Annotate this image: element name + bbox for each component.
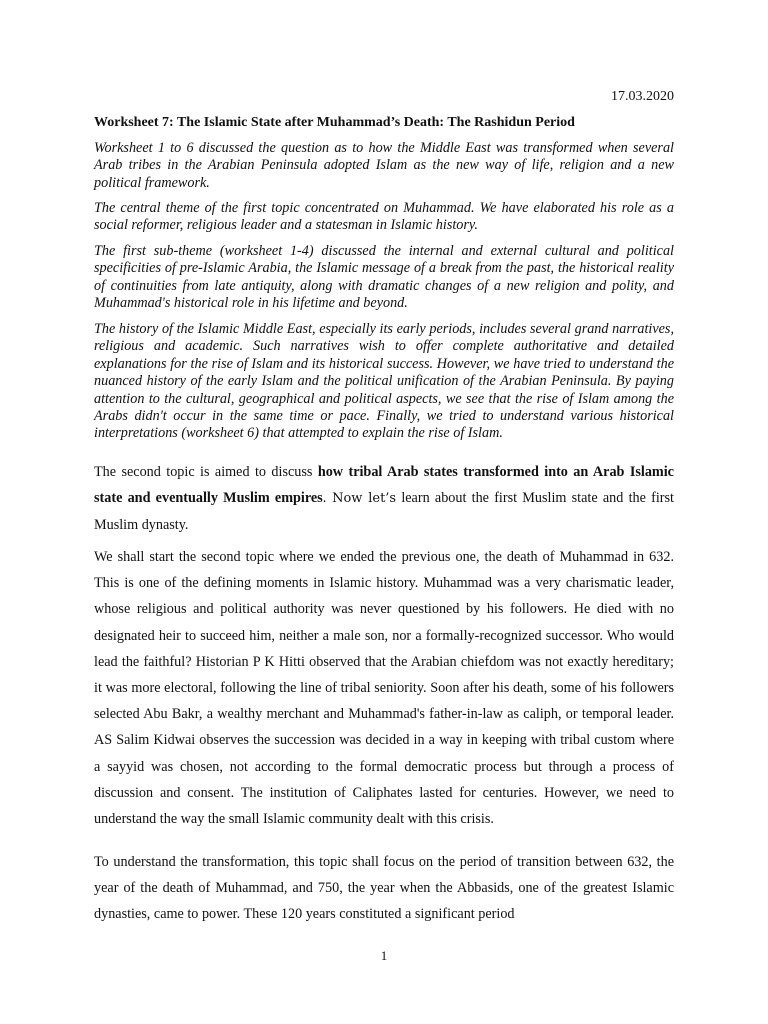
topic-paragraph bbox=[94, 459, 674, 539]
topic-lead-text: The second topic is aimed to discuss bbox=[94, 464, 318, 480]
page-number: 1 bbox=[380, 948, 388, 963]
topic-period: . bbox=[322, 490, 327, 507]
worksheet-title: Worksheet 7: The Islamic State after Muhammad’s Death: The Rashidun Period bbox=[94, 115, 575, 130]
topic-alt-font-text: Now let’s bbox=[326, 491, 397, 507]
intro-paragraph-3: The first sub-theme (worksheet 1-4) discussed the internal and external cultural and political specificities of pre-Islamic Arabia, the Islamic message of a break from the past, the historical reality of continuities from late antiquity, along with dramatic changes of a new religion and polity, and Muhammad's historical role in his lifetime and beyond. bbox=[94, 243, 674, 312]
intro-paragraph-4: The history of the Islamic Middle East, especially its early periods, includes several grand narratives, religious and academic. Such narratives wish to offer complete authoritative and detailed explanations for the rise of Islam and its historical success. However, we have tried to understand the nuanced history of the early Islam and the political unification of the Arabian Peninsula. By paying attention to the cultural, geographical and political aspects, we see that the rise of Islam among the Arabs didn't occur in the same time or pace. Finally, we tried to understand various historical interpretations (worksheet 6) that attempted to explain the rise of Islam. bbox=[94, 321, 674, 442]
intro-paragraph-2: The central theme of the first topic concentrated on Muhammad. We have elaborated his role as a social reformer, religious leader and a statesman in Islamic history. bbox=[94, 200, 674, 234]
topic-tail-text: learn about the first Muslim state and the first Muslim dynasty. bbox=[94, 490, 674, 534]
intro-paragraph-1: Worksheet 1 to 6 discussed the question as to how the Middle East was transformed when several Arab tribes in the Arabian Peninsula adopted Islam as the new way of life, religion and a new political framework. bbox=[94, 140, 674, 191]
body-paragraph-1: We shall start the second topic where we ended the previous one, the death of Muhammad in 632. This is one of the defining moments in Islamic history. Muhammad was a very charismatic leader, whose religious and political authority was never questioned by his followers. He died with no designated heir to succeed him, neither a male son, nor a formally-recognized successor. Who would lead the faithful? Historian P K Hitti observed that the Arabian chiefdom was not exactly hereditary; it was more electoral, following the line of tribal seniority. Soon after his death, some of his followers selected Abu Bakr, a wealthy merchant and Muhammad's father-in-law as caliph, or temporal leader. AS Salim Kidwai observes the succession was decided in a way in keeping with tribal custom where a sayyid was chosen, not according to the formal democratic process but through a process of discussion and consent. The institution of Caliphates lasted for centuries. However, we need to understand the way the small Islamic community dealt with this crisis. bbox=[94, 549, 674, 828]
body-paragraph-2: To understand the transformation, this topic shall focus on the period of transition between 632, the year of the death of Muhammad, and 750, the year when the Abbasids, one of the greatest Islamic dynasties, came to power. These 120 years constituted a significant period bbox=[94, 854, 674, 923]
document-date: 17.03.2020 bbox=[611, 89, 674, 104]
topic-bold-text: how tribal Arab states transformed into an Arab Islamic state and eventually Muslim empires bbox=[94, 464, 674, 507]
